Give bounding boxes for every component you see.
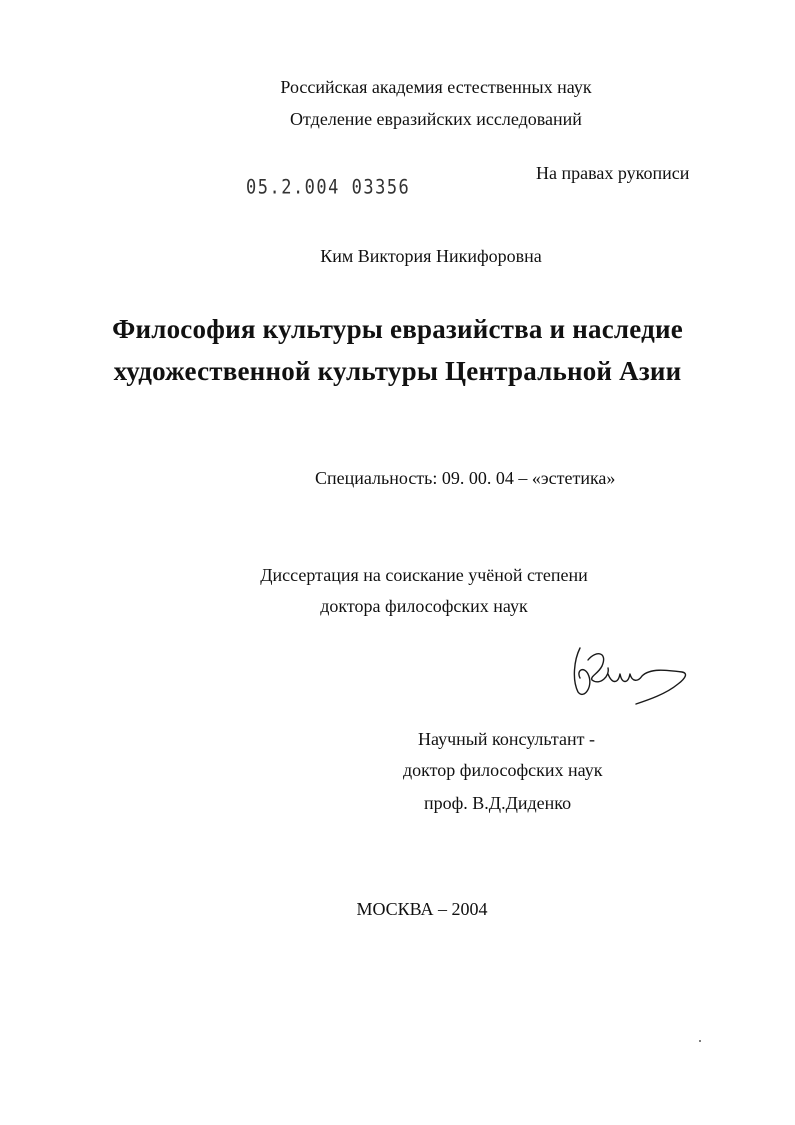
rights-note: На правах рукописи — [536, 163, 690, 183]
author-name: Ким Виктория Никифоровна — [320, 246, 542, 266]
department-name: Отделение евразийских исследований — [290, 109, 582, 129]
title-line-1: Философия культуры евразийства и наследие — [112, 314, 683, 344]
dissertation-type-line-1: Диссертация на соискание учёной степени — [260, 565, 588, 585]
dissertation-type-line-2: доктора философских наук — [320, 596, 528, 616]
scan-speck — [699, 1040, 701, 1042]
title-line-2: художественной культуры Центральной Азии — [113, 356, 682, 386]
dissertation-title — [48, 308, 748, 392]
consultant-name: проф. В.Д.Диденко — [424, 793, 572, 813]
author-signature — [570, 640, 700, 710]
consultant-degree: доктор философских наук — [403, 760, 603, 780]
specialty: Специальность: 09. 00. 04 – «эстетика» — [315, 468, 616, 488]
city-year: МОСКВА – 2004 — [356, 899, 488, 919]
registration-stamp: 05.2.004 03356 — [246, 176, 411, 199]
academy-name: Российская академия естественных наук — [280, 77, 592, 97]
consultant-role: Научный консультант - — [418, 729, 595, 749]
